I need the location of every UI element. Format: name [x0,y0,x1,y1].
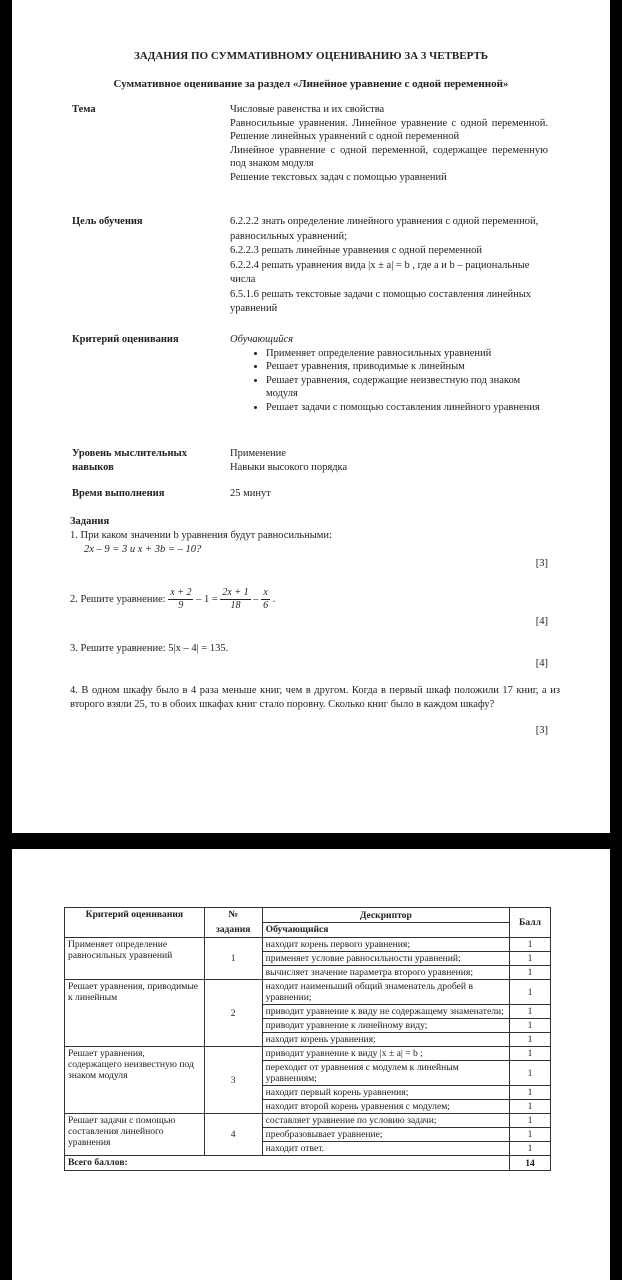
topic-line: Решение текстовых задач с помощью уравнений [230,171,447,183]
goal-line: 6.5.1.6 решать текстовые задачи с помощью составления линейных уравнений [230,288,532,314]
level-label: Уровень мыслительных навыков [72,448,187,473]
denominator: 9 [178,600,184,611]
task-4-score: [3] [535,725,548,736]
descriptor-cell: находит второй корень уравнения с модулем; [262,1100,509,1114]
task-3: 3. Решите уравнение: 5|x – 4| = 135. [70,643,229,654]
score-cell: 1 [510,1019,551,1033]
criterion-cell: Решает уравнения, приводимые к линейным [65,980,205,1047]
task-3-score: [4] [535,658,548,669]
score-cell: 1 [510,966,551,980]
task-number-cell: 4 [204,1114,262,1156]
task-1-formula: 2x – 9 = 3 и x + 3b = – 10? [84,543,202,555]
score-cell: 1 [510,980,551,1005]
header-descriptor: Дескриптор [262,908,509,923]
document-title: ЗАДАНИЯ ПО СУММАТИВНОМУ ОЦЕНИВАНИЮ ЗА 3 ЧЕТВЕРТЬ [133,50,489,62]
equation-part: – 1 = [196,593,218,605]
level-line: Применение [230,448,286,459]
criterion-cell: Применяет определение равносильных уравнений [65,938,205,980]
score-cell: 1 [510,1086,551,1100]
descriptor-cell: приводит уравнение к виду не содержащему знаменатели; [262,1005,509,1019]
equation-part: – [253,593,259,605]
criteria-label: Критерий оценивания [72,334,179,345]
table-row [65,938,551,952]
total-label: Всего баллов: [65,1156,510,1171]
score-cell: 1 [510,1142,551,1156]
task-2 [70,587,550,612]
descriptor-cell: находит ответ. [262,1142,509,1156]
table-row [65,1047,551,1061]
descriptor-cell: применяет условие равносильности уравнений; [262,952,509,966]
task-number-cell: 1 [204,938,262,980]
task-number-cell: 2 [204,980,262,1047]
score-cell: 1 [510,1047,551,1061]
criteria-item: • Решает уравнения, приводимые к линейным [266,360,548,374]
time-label: Время выполнения [72,488,165,499]
descriptor-cell: преобразовывает уравнение; [262,1128,509,1142]
table-row [65,980,551,1005]
criterion-cell: Решает задачи с помощью составления линейного уравнения [65,1114,205,1156]
task-number-cell: 3 [204,1047,262,1114]
time-value: 25 минут [230,488,271,499]
denominator: 6 [263,600,269,611]
topic-value [230,103,548,184]
numerator: x + 2 [170,587,192,598]
task-2-score: [4] [535,616,548,627]
criteria-value [230,333,548,414]
header-num-2: задания [204,923,262,938]
descriptor-cell: находит первый корень уравнения; [262,1086,509,1100]
topic-line: Равносильные уравнения. Линейное уравнение с одной переменной. Решение линейных уравнений с одной переменной [230,117,548,142]
fraction [168,587,193,612]
task-1-score: [3] [535,558,548,569]
table-row [65,1114,551,1128]
score-cell: 1 [510,1061,551,1086]
score-cell: 1 [510,1005,551,1019]
numerator: 2x + 1 [222,587,249,598]
descriptor-cell: приводит уравнение к виду |x ± a| = b ; [262,1047,509,1061]
header-score: Балл [510,908,551,938]
header-num: № [204,908,262,923]
score-cell: 1 [510,952,551,966]
document-subtitle: Суммативное оценивание за раздел «Линейное уравнение с одной переменной» [113,78,509,90]
descriptor-cell: составляет уравнение по условию задачи; [262,1114,509,1128]
score-cell: 1 [510,1128,551,1142]
score-cell: 1 [510,938,551,952]
score-cell: 1 [510,1114,551,1128]
tasks-heading: Задания [70,516,110,527]
total-score: 14 [510,1156,551,1171]
task-1 [70,529,550,556]
page-2 [12,849,610,1280]
header-learner: Обучающийся [262,923,509,938]
descriptor-cell: находит наименьший общий знаменатель дробей в уравнении; [262,980,509,1005]
goal-line: 6.2.2.3 решать линейные уравнения с одной переменной [230,245,482,256]
descriptor-cell: приводит уравнение к линейному виду; [262,1019,509,1033]
descriptor-cell: находит корень уравнения; [262,1033,509,1047]
criteria-intro: Обучающийся [230,334,294,345]
descriptor-cell: переходит от уравнения с модулем к линейным уравнениям; [262,1061,509,1086]
topic-line: Линейное уравнение с одной переменной, содержащее переменную под знаком модуля [230,144,548,169]
score-cell: 1 [510,1100,551,1114]
goal-line: 6.2.2.2 знать определение линейного уравнения с одной переменной, равносильных уравнений; [230,216,539,242]
equation-part: . [272,593,276,605]
criteria-item: • Применяет определение равносильных уравнений [266,347,548,361]
goal-line: 6.2.2.4 решать уравнения вида |x ± a| = b , где a и b – рациональные числа [230,259,530,285]
criteria-item: • Решает уравнения, содержащие неизвестную под знаком модуля [266,374,548,401]
descriptor-cell: вычисляет значение параметра второго уравнения; [262,966,509,980]
topic-label: Тема [72,104,96,115]
level-line: Навыки высокого порядка [230,461,348,473]
fraction [261,587,270,612]
assessment-table [64,907,551,1171]
topic-line: Числовые равенства и их свойства [230,104,385,115]
criterion-cell: Решает уравнения, содержащего неизвестную под знаком модуля [65,1047,205,1114]
task-1-text: 1. При каком значении b уравнения будут равносильными: [70,530,332,541]
denominator: 18 [230,600,241,611]
level-value [230,447,548,474]
numerator: x [261,587,270,600]
task-2-text: 2. Решите уравнение: [70,593,166,605]
page-1 [12,0,610,833]
goal-label: Цель обучения [72,216,143,227]
goal-value [230,215,548,317]
task-4: 4. В одном шкафу было в 4 раза меньше книг, чем в другом. Когда в первый шкаф положили 17 книг, а из второго взяли 25, то в обоих шкафах книг стало поровну. Сколько книг было в каждом шкафу? [70,685,560,710]
fraction [220,587,250,612]
descriptor-cell: находит корень первого уравнения; [262,938,509,952]
header-criterion: Критерий оценивания [65,908,205,938]
score-cell: 1 [510,1033,551,1047]
criteria-item: • Решает задачи с помощью составления линейного уравнения [266,401,548,415]
